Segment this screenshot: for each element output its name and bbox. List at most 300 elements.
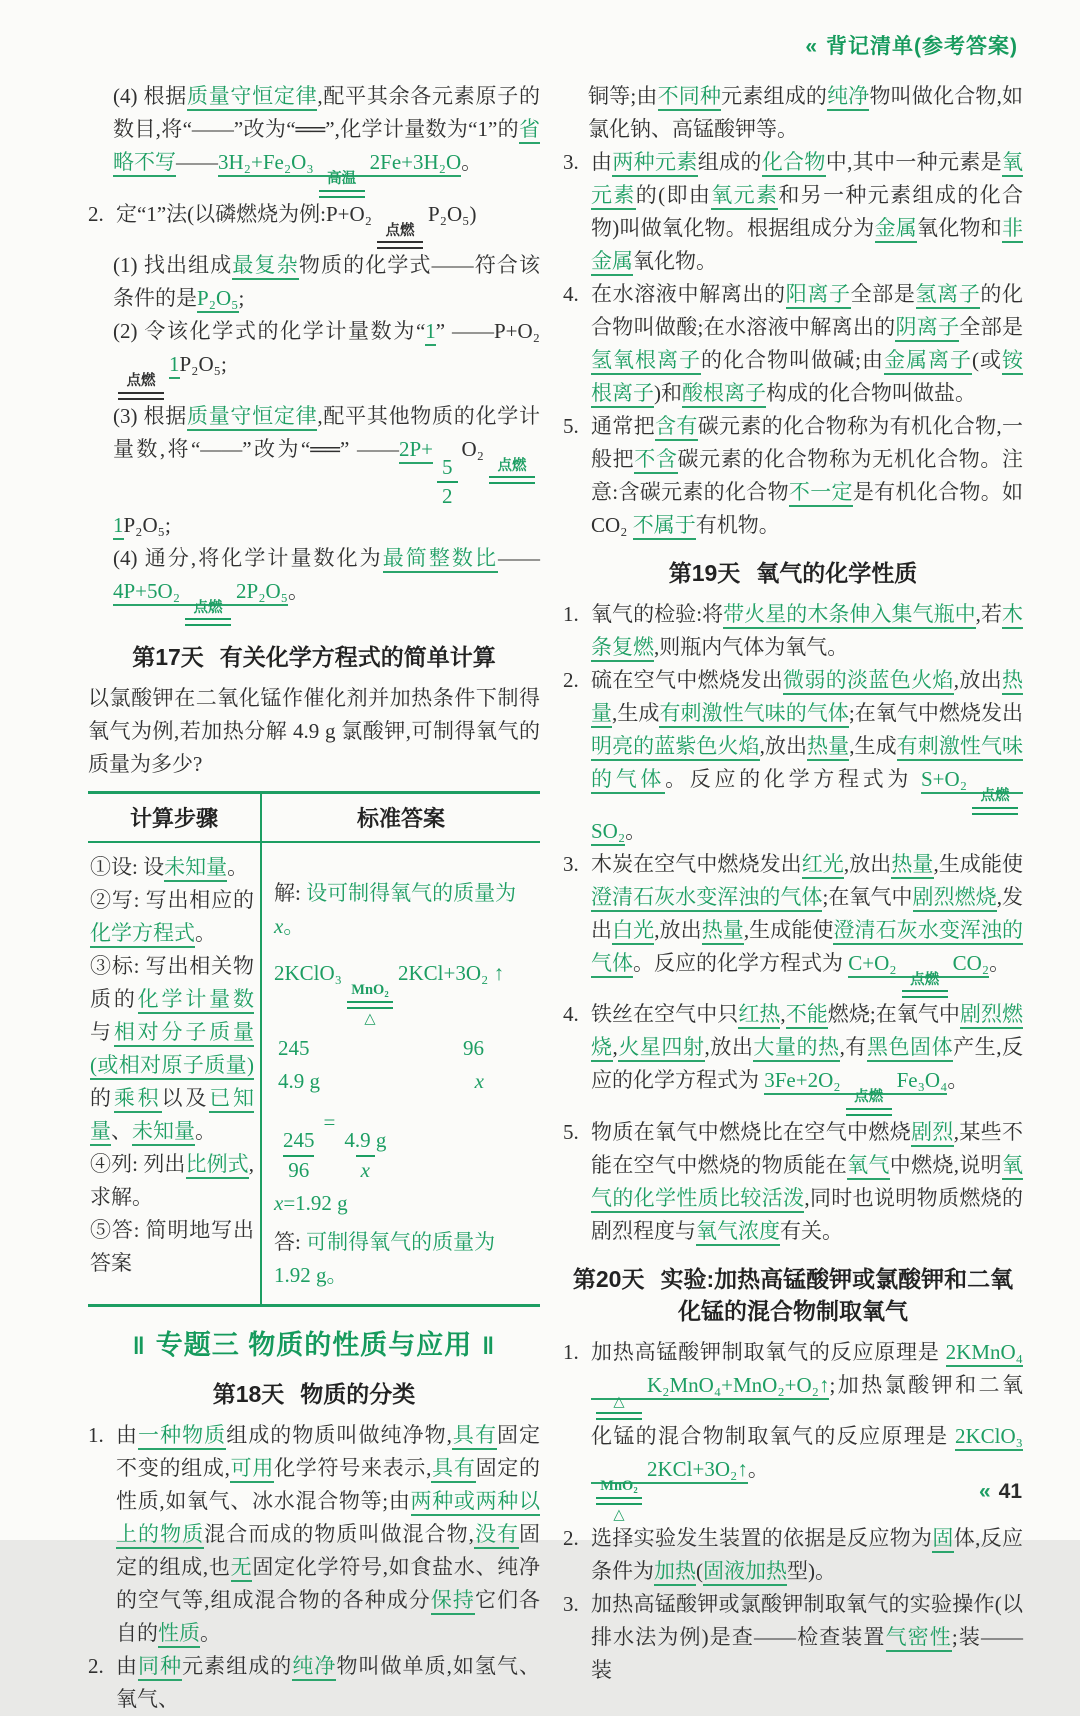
key-term: 红热 — [738, 1002, 780, 1029]
condition-label: △ — [613, 1506, 625, 1523]
text-run: )和 — [654, 381, 682, 405]
key-term: 纯净 — [827, 84, 869, 111]
key-term: 化学方程式 — [90, 921, 195, 948]
numerator: 4.9 g — [344, 1128, 387, 1153]
key-term: 热量 — [702, 918, 744, 945]
double-line — [596, 1412, 642, 1420]
formula-text: 2P₂O₅ — [236, 578, 289, 603]
list-number: 5. — [563, 414, 579, 438]
key-term: 氧元素 — [711, 183, 778, 210]
heading-title: 氧气的化学性质 — [756, 560, 918, 586]
key-term: 不含 — [634, 447, 677, 474]
key-term: 最复杂 — [232, 253, 298, 280]
list-number: 2. — [563, 668, 579, 692]
text-run: (1) 找出组成 — [113, 253, 233, 277]
text-run: ,生成 — [612, 701, 660, 725]
key-term: 相对分子质量(或相对原子质量) — [90, 1020, 254, 1080]
text-run: P₂O₅; — [123, 512, 171, 537]
mass-value: 245 — [278, 1036, 310, 1061]
key-term: 化合物 — [762, 150, 826, 177]
key-term: 同种 — [138, 1654, 182, 1681]
double-line — [377, 241, 423, 249]
key-term: 固 — [932, 1526, 953, 1553]
formula-text: 2KMnO₄ — [945, 1339, 1023, 1364]
reaction-condition — [902, 973, 948, 999]
key-term: 剧烈 — [911, 1120, 954, 1147]
key-term: 加热 — [654, 1559, 696, 1586]
text-run: 。 — [461, 150, 483, 174]
fraction — [278, 1128, 320, 1182]
numerator: 5 — [442, 454, 453, 479]
text-run: ,放出 — [759, 734, 808, 758]
text-run: ⑤答: 简明地写出答案 — [90, 1218, 254, 1276]
text-run: 。 — [947, 1068, 969, 1092]
text-run: 固定化学符号,如食盐水、纯净的空气等,组成混合物的各种成分 — [116, 1554, 541, 1612]
text-run: (或 — [971, 348, 1002, 372]
key-term: 有刺激性气味的气体 — [591, 734, 1023, 794]
list-item — [563, 146, 1023, 278]
condition-label: △ — [364, 1010, 376, 1027]
text-run: 它们各自的 — [116, 1587, 541, 1645]
key-term: 具有 — [431, 1456, 475, 1483]
heading-title: 实验:加热高锰酸钾或氯酸钾和二氧化锰的混合物制取氧气 — [660, 1265, 1014, 1324]
formula-text: 2Fe+3H₂O — [369, 150, 462, 174]
text-run: 。反应的化学方程式为 — [665, 767, 921, 791]
list-number: 3. — [563, 1592, 579, 1616]
key-term: 阴离子 — [895, 315, 959, 342]
steps-cell — [88, 843, 262, 1303]
key-term: 性质 — [158, 1621, 200, 1648]
key-term: 2P+ — [399, 437, 433, 464]
key-term: 最简整数比 — [383, 546, 498, 573]
condition-label: 高温 — [327, 171, 357, 187]
text-run: 以氯酸钾在二氧化锰作催化剂并加热条件下制得氧气为例,若加热分解 4.9 g 氯酸钾,可制得氧气的质量为多少? — [88, 686, 540, 777]
key-term: 金属 — [875, 216, 918, 243]
text-run: 碳元素的化合物称为无机化合物。注意:含碳元素的化合物 — [591, 447, 1024, 504]
key-term: 没有 — [474, 1522, 519, 1549]
text-run: 物叫做化合物,如氯化钠、高锰酸钾等。 — [588, 84, 1024, 141]
condition-label: 点燃 — [910, 971, 940, 988]
day-label: 第20天 — [572, 1265, 645, 1292]
key-term: 保持 — [431, 1588, 475, 1615]
chemical-equation — [848, 950, 990, 988]
key-term: 澄清石灰水变浑浊的气体 — [591, 918, 1023, 978]
list-number: 3. — [563, 851, 579, 876]
double-line — [489, 476, 535, 484]
denominator: 96 — [283, 1155, 314, 1183]
list-number: 2. — [563, 1526, 579, 1550]
key-term: 剧烈燃烧 — [591, 1002, 1023, 1062]
list-item — [563, 410, 1023, 542]
condition-label: MnO₂ — [351, 982, 389, 999]
paragraph — [88, 400, 540, 542]
key-term: 1 — [113, 513, 124, 540]
text-run: 木炭在空气中燃烧发出 — [591, 851, 802, 876]
green-text: x — [274, 1190, 284, 1215]
chevron-left-icon: « — [805, 35, 818, 58]
double-line — [972, 807, 1018, 815]
key-term: 可用 — [230, 1456, 274, 1483]
list-item — [563, 848, 1023, 999]
double-line — [902, 990, 948, 998]
key-term: 带火星的木条伸入集气瓶中 — [723, 602, 976, 629]
text-run: 碳元素的化合物称为有机化合物,一般把 — [591, 414, 1024, 471]
text-run: ,生成能使 — [743, 917, 834, 942]
reaction-condition — [972, 789, 1018, 815]
formula-text: CO₂ — [952, 950, 990, 975]
mass-value: x — [474, 1069, 484, 1094]
list-number: 2. — [88, 201, 104, 226]
reaction-condition — [489, 459, 535, 485]
denominator: x — [356, 1155, 375, 1183]
key-term: 铵根离子 — [591, 348, 1023, 408]
calc-table — [88, 791, 540, 1306]
key-term: 不一定 — [789, 480, 853, 507]
condition-label: 点燃 — [385, 222, 415, 239]
text-run: 、 — [111, 1119, 132, 1144]
key-term: 含有 — [655, 414, 698, 441]
text-run: ,放出 — [654, 917, 702, 942]
list-item — [88, 1650, 540, 1716]
text-run: ,则瓶内气体为氧气。 — [654, 635, 849, 659]
key-term: 热量 — [807, 734, 849, 761]
denominator: 2 — [437, 481, 458, 509]
day-label: 第19天 — [668, 560, 741, 586]
green-text: 设可制得氧气的质量为 — [306, 881, 517, 906]
final-answer-line — [274, 1226, 536, 1292]
green-text: 可制得氧气的质量为 1.92 g。 — [274, 1229, 496, 1287]
text-run: 的化合物叫做酸;在水溶液中解离出的 — [591, 282, 1024, 339]
key-term: 氢氧根离子 — [591, 348, 701, 375]
text-run: 。 — [200, 1620, 221, 1645]
fraction — [437, 455, 458, 509]
text-run: ,某些不能在空气中燃烧的物质能在 — [591, 1119, 1024, 1177]
list-item — [563, 1116, 1023, 1248]
formula-text: 4P+5O₂ — [113, 578, 181, 603]
key-term: 固液加热 — [703, 1559, 787, 1586]
list-item — [563, 1522, 1023, 1588]
reaction-condition — [846, 1090, 892, 1116]
formula-text: 3H₂+Fe₂O₃ — [218, 150, 314, 174]
key-term: 质量守恒定律 — [187, 404, 317, 431]
table-header-answer: 标准答案 — [262, 794, 540, 843]
text-run: ” ——P+O₂ — [435, 319, 540, 343]
key-term: 氧气浓度 — [696, 1219, 780, 1246]
day-heading — [88, 1378, 540, 1410]
green-text: 2KClO₃ — [274, 961, 342, 986]
key-term: 乘积 — [114, 1086, 162, 1113]
text-run: 定“1”法(以磷燃烧为例:P+O₂ — [116, 201, 372, 226]
key-term: 黑色固体 — [867, 1035, 953, 1062]
topic-mark: ‖ — [132, 1332, 146, 1360]
text-run: ,若 — [975, 602, 1003, 626]
list-item — [563, 598, 1023, 664]
day-heading — [88, 641, 540, 673]
double-line — [118, 392, 164, 400]
mass-value: 4.9 g — [278, 1069, 320, 1094]
text-run: 通常把 — [591, 414, 656, 438]
key-term: 红光 — [802, 852, 844, 879]
step-line — [90, 884, 254, 950]
chemical-equation — [764, 1068, 948, 1105]
key-term: 省略不写 — [113, 117, 540, 177]
key-term: 气密性 — [886, 1625, 952, 1652]
text-run: 与 — [90, 1020, 114, 1045]
condition-label: MnO₂ — [600, 1478, 638, 1494]
text-run: ;加热氯酸钾和二氧化锰的混合物制取氧气的反应原理是 — [591, 1372, 1023, 1448]
text-run: (4) 通分,将化学计量数化为 — [113, 545, 383, 570]
key-term: 不属于 — [633, 513, 696, 540]
text-run: ,求解。 — [90, 1152, 254, 1210]
text-run: 由 — [591, 150, 613, 174]
right-column — [563, 80, 1023, 1687]
green-text: 。 — [283, 914, 305, 939]
text-run: P₂O₅) — [427, 201, 477, 226]
numerator: 245 — [283, 1128, 315, 1153]
text-run: ②写: 写出相应的 — [90, 888, 254, 913]
condition-label: △ — [613, 1393, 625, 1410]
key-term: 已知量 — [90, 1086, 254, 1146]
key-term: 氧元素 — [591, 150, 1023, 210]
text-run: ; — [238, 286, 245, 310]
paragraph — [563, 80, 1023, 146]
text-run: 由 — [116, 1653, 139, 1678]
heading-title: 有关化学方程式的简单计算 — [219, 644, 496, 671]
text-run: ④列: 列出 — [90, 1152, 186, 1177]
condition-label: 点燃 — [193, 599, 223, 616]
text-run: ①设: 设 — [90, 855, 165, 880]
result-line — [274, 1187, 536, 1220]
text-run: 的化合物叫做碱;由 — [701, 348, 884, 372]
text-run: ,配平其他物质的化学计量数,将“——”改为“══” —— — [113, 403, 540, 461]
key-term: 比例式 — [186, 1152, 249, 1179]
text-run: 混合而成的物质叫做混合物, — [204, 1521, 474, 1546]
day-heading — [563, 557, 1023, 589]
text-run: 体,反应条件为 — [591, 1526, 1024, 1583]
step-line — [90, 950, 254, 1148]
left-column — [88, 80, 540, 1716]
paragraph — [88, 249, 540, 315]
condition-label: 点燃 — [126, 373, 156, 389]
topic-heading — [88, 1329, 540, 1363]
step-line — [90, 1148, 254, 1214]
text-run: 。 — [227, 855, 249, 880]
key-term: 具有 — [452, 1423, 497, 1450]
green-text: x — [274, 914, 284, 939]
key-term: 酸根离子 — [682, 381, 766, 408]
key-term: 氧气的化学性质比较活泼 — [591, 1153, 1023, 1213]
key-term: 1 — [425, 319, 436, 346]
text-run: 答: — [274, 1229, 307, 1254]
key-term: 非金属 — [591, 216, 1023, 276]
list-item — [563, 998, 1023, 1116]
key-term: 不同种 — [658, 84, 722, 111]
text-run: O₂ — [461, 436, 484, 461]
text-run: 是有机化合物。如 CO₂ — [591, 480, 1024, 537]
text-run: 和另一种元素组成的化合物)叫做氧化物。根据组成分为 — [591, 183, 1024, 240]
text-run: 组成的物质叫做纯净物, — [226, 1422, 452, 1447]
text-run: 物质的化学式——符合该条件的是 — [113, 253, 541, 310]
formula-text: 3Fe+2O₂ — [764, 1068, 841, 1092]
text-run: 。 — [288, 578, 310, 603]
list-number: 2. — [88, 1653, 104, 1678]
day-label: 第18天 — [212, 1380, 285, 1407]
text-run: 化学符号来表示, — [274, 1455, 432, 1480]
key-term: 氢离子 — [916, 282, 981, 309]
text-run: 中燃烧,说明 — [889, 1152, 1003, 1177]
text-run: , — [780, 1002, 786, 1026]
text-run: ;装——装 — [591, 1625, 1023, 1682]
paragraph — [88, 542, 540, 627]
text-run: 组成的 — [697, 150, 762, 174]
page-header — [805, 30, 1018, 63]
text-run: 的 — [90, 1086, 114, 1111]
key-term: 有刺激性气味的气体 — [659, 701, 848, 728]
answer-cell — [262, 843, 540, 1303]
list-item — [88, 1419, 540, 1650]
text-run: 固定的组成,也 — [116, 1521, 541, 1579]
text-run: ,放出 — [704, 1035, 754, 1059]
text-run: 中,其中一种元素是 — [825, 150, 1003, 174]
mass-row — [274, 1065, 536, 1098]
text-run: 。反应的化学方程式为 — [633, 950, 849, 975]
text-run: ,有 — [839, 1035, 867, 1059]
reaction-condition — [596, 1395, 642, 1421]
text-run: 构成的化合物叫做盐。 — [766, 381, 976, 405]
green-text: 2KCl+3O₂ ↑ — [398, 961, 505, 986]
paragraph — [88, 315, 540, 400]
text-run: ③标: 写出相关物质的 — [90, 954, 254, 1012]
text-run: 。 — [989, 950, 1011, 975]
table-header-steps: 计算步骤 — [88, 794, 262, 843]
text-run: 。 — [747, 1457, 769, 1481]
chevron-left-icon: « — [978, 1480, 991, 1503]
proportion-line — [274, 1106, 536, 1182]
formula-text: 2KCl+3O₂↑ — [647, 1457, 748, 1481]
text-run: 型)。 — [787, 1559, 836, 1583]
reaction-condition — [347, 983, 393, 1026]
text-run: 铁丝在空气中只 — [591, 1002, 739, 1026]
formula-text: C+O₂ — [848, 950, 897, 975]
key-term: 质量守恒定律 — [187, 84, 317, 111]
key-term: 不能 — [786, 1002, 828, 1029]
topic-title: 专题三 物质的性质与应用 — [155, 1329, 473, 1360]
mass-row — [274, 1032, 536, 1065]
text-run: 有关。 — [780, 1218, 843, 1243]
text-run: ,发出 — [591, 884, 1024, 942]
text-run: 由 — [116, 1422, 139, 1447]
key-term: 火星四射 — [618, 1035, 705, 1062]
page-header-title: 背记清单(参考答案) — [826, 35, 1018, 58]
text-run: 铜等;由 — [588, 84, 658, 108]
text-run: 燃烧;在氧气中 — [827, 1002, 960, 1026]
text-run: 固定的性质,如氧气、冰水混合物等;由 — [116, 1455, 541, 1513]
formula-text: K₂MnO₄+MnO₂+O₂↑ — [647, 1372, 830, 1397]
text-run: ;在氧气中 — [822, 884, 913, 909]
text-run: —— — [498, 545, 540, 570]
text-run: 氧化物。 — [633, 249, 717, 273]
condition-label: 点燃 — [854, 1089, 884, 1105]
text-run: ,同时也说明物质燃烧的剧烈程度与 — [591, 1185, 1023, 1243]
mass-value: 96 — [463, 1036, 484, 1061]
text-run: , — [612, 1035, 618, 1059]
day-heading — [563, 1263, 1023, 1327]
key-term: 金属离子 — [884, 348, 972, 375]
key-term: 热量 — [591, 668, 1023, 728]
text-run: 。 — [195, 921, 216, 946]
key-term: 1 — [169, 352, 180, 379]
key-term: 木条复燃 — [591, 602, 1023, 662]
text-run: 。 — [625, 818, 647, 843]
double-line — [347, 1001, 393, 1009]
list-number: 5. — [563, 1119, 579, 1144]
paragraph — [88, 682, 540, 781]
text-run: 元素组成的 — [182, 1653, 293, 1678]
double-line — [596, 1497, 642, 1505]
formula-text: S+O₂ — [921, 767, 968, 791]
key-term: 微弱的淡蓝色火焰 — [783, 668, 954, 695]
key-term: 化学计量数 — [138, 987, 254, 1014]
day-label: 第17天 — [132, 644, 204, 671]
text-run: 全部是 — [850, 282, 916, 306]
fraction — [339, 1128, 391, 1182]
topic-mark: ‖ — [482, 1332, 496, 1360]
text-run: 物叫做单质,如氢气、氧气、 — [116, 1653, 541, 1711]
reaction-condition — [118, 374, 164, 400]
list-item — [563, 1588, 1023, 1687]
key-term: 白光 — [612, 918, 654, 945]
list-number: 4. — [563, 282, 579, 306]
heading-title: 物质的分类 — [300, 1380, 416, 1407]
equation-line — [274, 957, 536, 1026]
text-run: 氧化物和 — [917, 216, 1002, 240]
key-term: 两种元素 — [612, 150, 697, 177]
text-run: P₂O₅; — [179, 352, 227, 376]
reaction-condition — [596, 1479, 642, 1522]
key-term: 热量 — [891, 852, 933, 879]
condition-label: 点燃 — [497, 457, 527, 474]
key-term: 剧烈燃烧 — [913, 885, 997, 912]
green-text: =1.92 g — [283, 1190, 348, 1215]
text-run: 的(即由 — [635, 183, 712, 207]
key-term: P₂O₅ — [197, 286, 239, 313]
double-line — [846, 1108, 892, 1116]
list-item — [88, 198, 540, 250]
text-run: 产生,反应的化学方程式为 — [591, 1035, 1024, 1092]
solve-line — [274, 877, 536, 943]
chemical-equation — [113, 578, 289, 616]
text-run: ,放出 — [953, 668, 1003, 692]
key-term: 未知量 — [132, 1119, 195, 1146]
page-number: 41 — [998, 1480, 1022, 1503]
formula-text: SO₂ — [591, 818, 626, 843]
text-run: 以及 — [161, 1086, 210, 1111]
key-term: 一种物质 — [138, 1423, 226, 1450]
text-run: 氧气的检验:将 — [591, 602, 724, 626]
text-run: 元素组成的 — [721, 84, 828, 108]
list-number: 1. — [88, 1422, 104, 1447]
list-number: 1. — [563, 602, 579, 626]
key-term: 无 — [231, 1555, 253, 1582]
text-run: (4) 根据 — [113, 84, 187, 108]
formula-text: 2KClO₃ — [955, 1424, 1023, 1448]
list-item — [563, 664, 1023, 848]
list-number: 3. — [563, 150, 579, 174]
key-term: 大量的热 — [753, 1035, 839, 1062]
text-run: (2) 令该化学式的化学计量数为“ — [113, 319, 426, 343]
text-run: ( — [696, 1559, 703, 1583]
chemical-equation — [218, 150, 462, 187]
